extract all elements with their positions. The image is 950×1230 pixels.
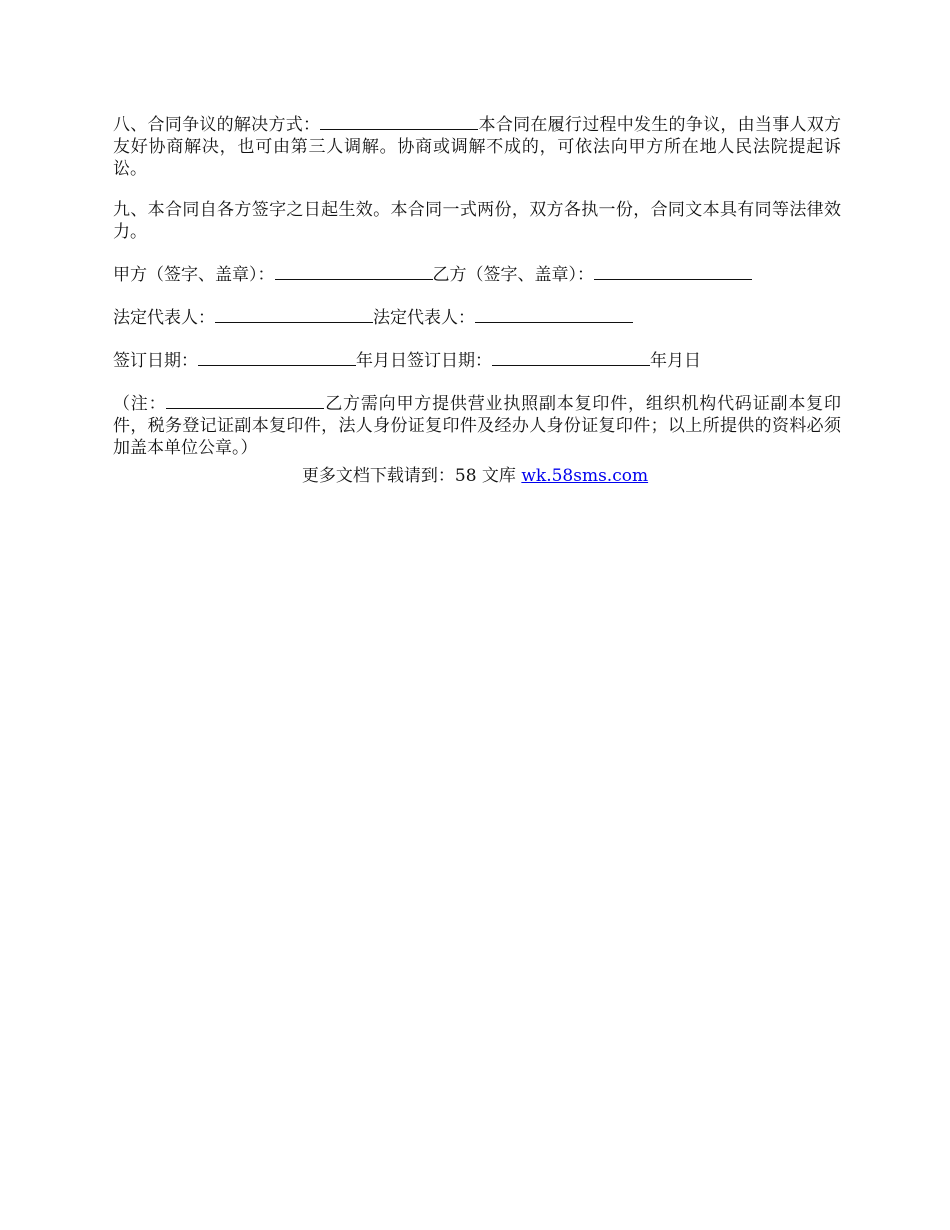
dispute-method-blank[interactable]	[320, 112, 478, 130]
signature-line-parties	[113, 262, 841, 286]
note-paragraph	[113, 391, 841, 459]
rep-a-blank[interactable]	[215, 305, 373, 323]
party-a-signature-label: 甲方（签字、盖章）：	[113, 265, 275, 285]
party-a-signature-blank[interactable]	[275, 262, 433, 280]
footer-prefix: 更多文档下载请到：58 文库	[301, 466, 522, 486]
signature-line-dates	[113, 348, 841, 372]
date-a-blank[interactable]	[198, 348, 356, 366]
clause-effectiveness-text: 九、本合同自各方签字之日起生效。本合同一式两份，双方各执一份，合同文本具有同等法律效力。	[113, 200, 841, 242]
date-b-suffix: 年月日	[650, 351, 701, 371]
signature-line-representatives	[113, 305, 841, 329]
party-b-signature-blank[interactable]	[594, 262, 752, 280]
note-prefix: （注：	[113, 394, 167, 414]
date-a-suffix: 年月日	[356, 351, 407, 371]
clause-dispute-resolution	[113, 112, 841, 180]
party-b-signature-label: 乙方（签字、盖章）：	[432, 265, 594, 285]
clause-dispute-label: 八、合同争议的解决方式：	[113, 115, 321, 135]
note-text: 乙方需向甲方提供营业执照副本复印件，组织机构代码证副本复印件，税务登记证副本复印件，法人身份证复印件及经办人身份证复印件；以上所提供的资料必须加盖本单位公章。）	[113, 394, 841, 458]
clause-dispute-text: 本合同在履行过程中发生的争议，由当事人双方友好协商解决，也可由第三人调解。协商或调解不成的，可依法向甲方所在地人民法院提起诉讼。	[113, 115, 842, 179]
clause-effectiveness	[113, 199, 841, 243]
rep-b-blank[interactable]	[475, 305, 633, 323]
date-a-label: 签订日期：	[113, 351, 198, 371]
footer-link[interactable]: wk.58sms.com	[521, 466, 649, 486]
rep-b-label: 法定代表人：	[373, 308, 475, 328]
document-body	[113, 112, 841, 478]
note-blank[interactable]	[166, 391, 324, 409]
date-b-blank[interactable]	[492, 348, 650, 366]
rep-a-label: 法定代表人：	[113, 308, 215, 328]
date-b-label: 签订日期：	[407, 351, 492, 371]
download-footer	[0, 465, 950, 487]
